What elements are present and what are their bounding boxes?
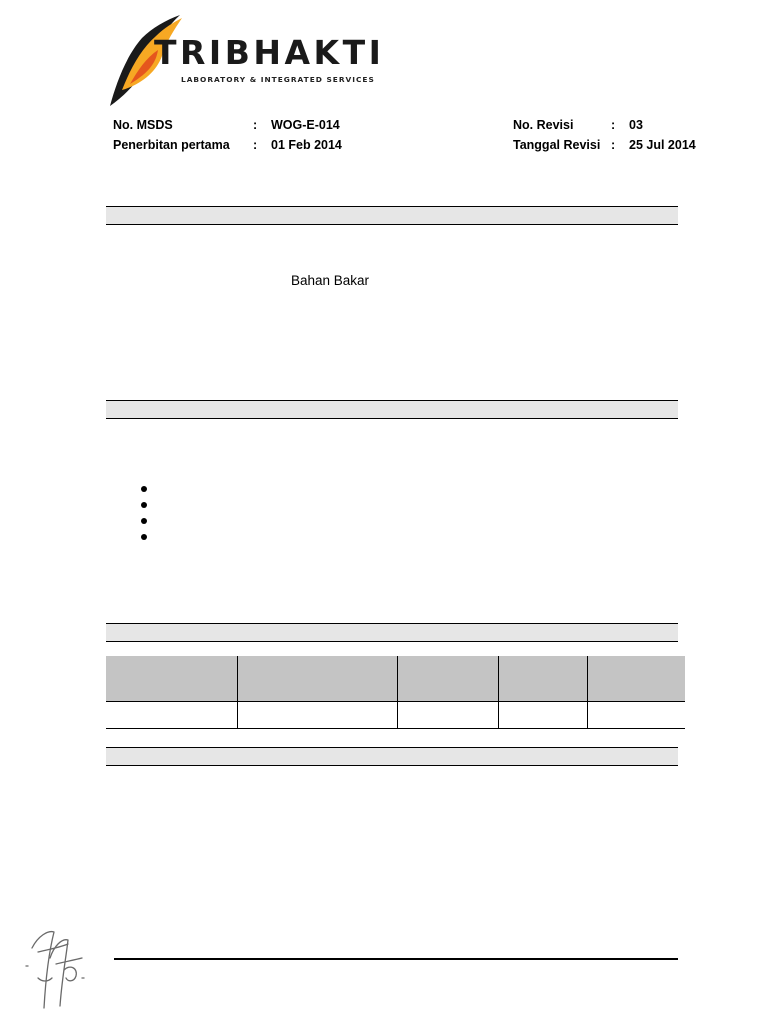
section-2-header-band (106, 400, 678, 419)
product-usage-text: Bahan Bakar (291, 273, 370, 288)
list-bullet-2 (141, 502, 147, 508)
section-4-header-band (106, 747, 678, 766)
composition-cell (237, 702, 397, 729)
handwritten-signature (24, 918, 94, 1013)
revision-date-separator: : (611, 138, 616, 152)
signature-icon (24, 918, 94, 1013)
section-3-header-band (106, 623, 678, 642)
revision-date-label: Tanggal Revisi (513, 138, 601, 152)
list-bullet-1 (141, 486, 147, 492)
first-issue-value: 01 Feb 2014 (271, 138, 342, 152)
composition-header-cell (498, 656, 587, 702)
list-bullet-3 (141, 518, 147, 524)
company-logo (108, 14, 388, 110)
section-1-header-band (106, 206, 678, 225)
msds-number-separator: : (253, 118, 258, 132)
composition-table-header-row (106, 656, 685, 702)
revision-number-value: 03 (629, 118, 643, 132)
first-issue-separator: : (253, 138, 258, 152)
composition-header-cell (237, 656, 397, 702)
composition-header-cell (587, 656, 685, 702)
msds-number-label: No. MSDS (113, 118, 173, 132)
composition-cell (587, 702, 685, 729)
table-row (106, 702, 685, 729)
footer-rule (114, 958, 678, 960)
msds-number-value: WOG-E-014 (271, 118, 340, 132)
list-bullet-4 (141, 534, 147, 540)
revision-number-separator: : (611, 118, 616, 132)
logo-tagline: LABORATORY & INTEGRATED SERVICES (181, 75, 375, 84)
logo-wordmark: TRIBHAKTI (154, 33, 385, 72)
revision-number-label: No. Revisi (513, 118, 574, 132)
composition-cell (397, 702, 498, 729)
first-issue-label: Penerbitan pertama (113, 138, 230, 152)
composition-header-cell (106, 656, 237, 702)
composition-cell (498, 702, 587, 729)
revision-date-value: 25 Jul 2014 (629, 138, 696, 152)
composition-cell (106, 702, 237, 729)
composition-header-cell (397, 656, 498, 702)
composition-table (106, 656, 685, 729)
